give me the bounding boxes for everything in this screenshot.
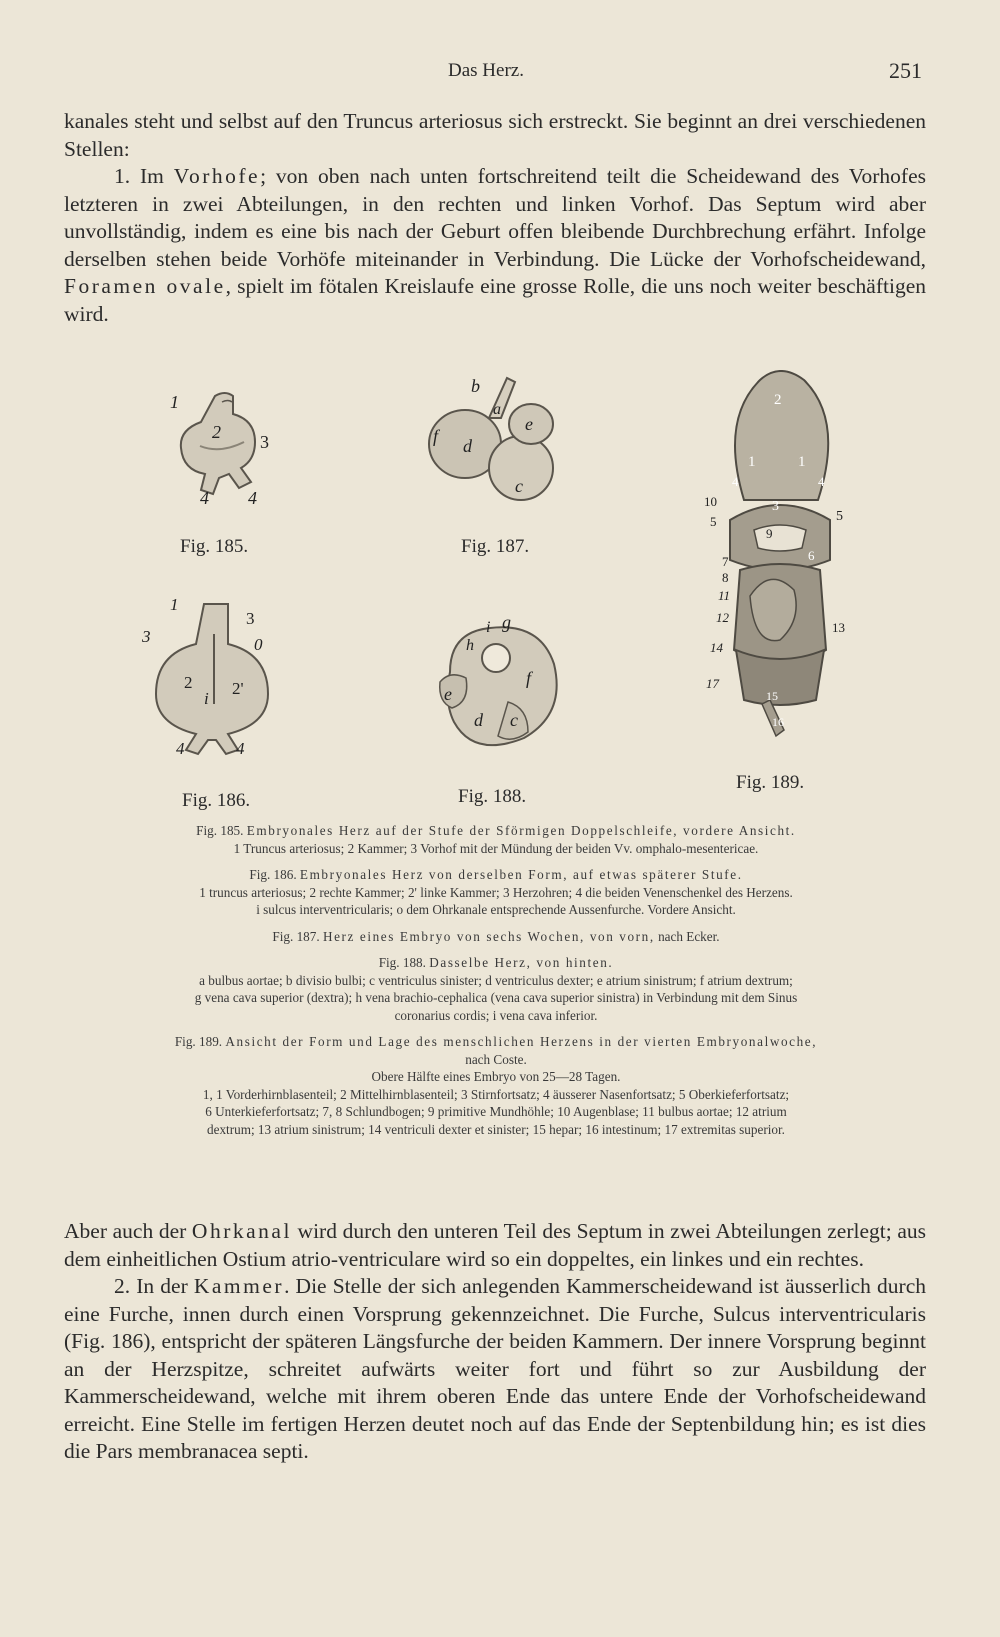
- figure-188-illustration: [430, 612, 570, 762]
- figure-189: [700, 370, 860, 793]
- caption-188-heading: Dasselbe Herz, von hinten.: [429, 955, 614, 970]
- fig-189-mark-11: 11: [718, 588, 731, 603]
- fig-186-mark-1: 1: [170, 595, 179, 614]
- figure-185-label: Fig. 185.: [180, 536, 249, 557]
- fig-189-mark-4b: 4: [818, 474, 825, 489]
- figure-189-illustration: [700, 370, 860, 760]
- figure-186: [142, 594, 292, 811]
- caption-189-heading: Ansicht der Form und Lage des menschlichen Herzens in der vierten Embryonalwoche,: [225, 1034, 818, 1049]
- fig-189-mark-7: 7: [722, 554, 729, 569]
- fig-185-mark-4b: 4: [248, 488, 257, 508]
- ohrkanal-paragraph: [64, 1218, 926, 1273]
- caption-186: [62, 866, 930, 919]
- item-1-paragraph: [64, 163, 926, 328]
- item-1-lead: 1. Im: [114, 164, 174, 188]
- caption-185: [62, 822, 930, 857]
- fig-189-mark-17: 17: [706, 676, 719, 691]
- figure-189-label: Fig. 189.: [736, 772, 805, 793]
- caption-189-subheading: Obere Hälfte eines Embryo von 25—28 Tagen.: [371, 1069, 621, 1084]
- running-head: [0, 58, 1000, 88]
- figure-captions: [62, 822, 930, 1147]
- caption-186-heading: Embryonales Herz von derselben Form, auf etwas späterer Stufe.: [299, 867, 743, 882]
- bottom-text-block: [64, 1218, 926, 1466]
- caption-187-heading: Herz eines Embryo von sechs Wochen, von vorn,: [322, 928, 655, 944]
- item-1-text-2: , spielt im fötalen Kreislaufe eine grosse Rolle, die uns noch weiter beschäftigen wird.: [64, 274, 926, 326]
- fig-189-mark-3: 3: [772, 499, 779, 514]
- fig-185-mark-3: 3: [260, 432, 269, 452]
- fig-189-mark-16: 16: [772, 715, 784, 729]
- caption-189-text-1: 1, 1 Vorderhirnblasenteil; 2 Mittelhirnblasenteil; 3 Stirnfortsatz; 4 äusserer Nasenfortsatz; 5 Oberkieferfortsatz;: [202, 1086, 790, 1102]
- para2-term: Ohrkanal: [191, 1219, 292, 1243]
- page-number: 251: [889, 58, 922, 83]
- caption-187: [62, 928, 930, 946]
- figure-187-label: Fig. 187.: [461, 536, 530, 557]
- figure-186-label: Fig. 186.: [182, 790, 251, 811]
- caption-189-text-2: 6 Unterkieferfortsatz; 7, 8 Schlundbogen; 9 primitive Mundhöhle; 10 Augenblase; 11 bulbus aortae; 12 atrium: [205, 1104, 787, 1119]
- top-text-block: [64, 108, 926, 328]
- fig-187-mark-a: a: [493, 401, 501, 418]
- fig-189-mark-10: 10: [704, 494, 717, 509]
- caption-188-text-2: g vena cava superior (dextra); h vena brachio-cephalica (vena cava superior sinistra) in Verbindung mit dem Sinus: [194, 990, 798, 1005]
- fig-185-mark-2: 2: [212, 422, 221, 442]
- caption-189: [62, 1033, 930, 1138]
- fig-186-mark-4a: 4: [176, 739, 185, 758]
- figure-187: [415, 372, 565, 557]
- figure-188: [430, 612, 570, 807]
- figure-185-illustration: [160, 376, 300, 516]
- caption-188-text-3: coronarius cordis; i vena cava inferior.: [394, 1007, 598, 1023]
- fig-189-mark-15: 15: [766, 689, 778, 703]
- item-1-term-2: Foramen ovale: [64, 274, 226, 298]
- item-2-paragraph: [64, 1273, 926, 1466]
- item-2-text: . Die Stelle der sich anlegenden Kammerscheidewand ist äusserlich durch eine Furche, innen durch einen Vorsprung gekennzeichnet. Die Furche, Sulcus interventricularis (Fig. 186), entspricht der späteren Längsfurche der beiden Kammern. Der innere Vorsprung beginnt an der Herzspitze, schreitet aufwärts weiter fort und führt so zur Ausbildung der Kammerscheidewand, welche mit ihrem oberen Ende das untere Ende der Vorhofscheidewand erreicht. Eine Stelle im fertigen Herzen deutet noch auf das Ende der Septenbildung hin; es ist dies die Pars membranacea septi.: [64, 1274, 926, 1463]
- fig-189-mark-14: 14: [710, 640, 723, 655]
- item-1-text: ; von oben nach unten fortschreitend teilt die Scheidewand des Vorhofes letzteren in zwei Abteilungen, in den rechten und linken Vorhof. Das Septum wird aber unvollständig, indem es eine bis nach der Geburt offen bleibende Durchbrechung erfährt. Infolge derselben stehen beide Vorhöfe miteinander in Verbindung. Die Lücke der Vorhofscheidewand,: [64, 164, 926, 271]
- fig-186-mark-3b: 3: [246, 609, 255, 628]
- figure-187-illustration: [415, 372, 565, 522]
- fig-187-mark-c: c: [515, 476, 523, 496]
- fig-187-mark-b: b: [471, 376, 480, 396]
- fig-189-mark-1b: 1: [798, 454, 806, 470]
- item-1-term: Vorhofe: [173, 164, 261, 188]
- item-2-lead: 2. In der: [114, 1274, 194, 1298]
- fig-187-mark-e: e: [525, 414, 533, 434]
- intro-paragraph: kanales steht und selbst auf den Truncus arteriosus sich erstreckt. Sie beginnt an drei verschiedenen Stellen:: [64, 109, 926, 161]
- fig-185-mark-1: 1: [170, 392, 179, 412]
- figure-186-illustration: [142, 594, 292, 764]
- fig-189-mark-8: 8: [722, 570, 729, 585]
- fig-189-mark-4a: 4: [732, 474, 739, 489]
- fig-189-mark-5b: 5: [836, 509, 843, 524]
- para2-text: wird durch den unteren Teil des Septum in zwei Abteilungen zerlegt; aus dem einheitlichen Ostium atrio-ventriculare wird so ein doppeltes, ein linkes und ein rechtes.: [64, 1219, 926, 1271]
- fig-186-mark-3a: 3: [142, 627, 151, 646]
- caption-186-text-1: 1 truncus arteriosus; 2 rechte Kammer; 2' linke Kammer; 3 Herzohren; 4 die beiden Venenschenkel des Herzens.: [199, 884, 793, 900]
- fig-188-mark-e: e: [444, 684, 452, 704]
- fig-186-mark-2-prime: 2': [232, 679, 244, 698]
- figure-188-label: Fig. 188.: [458, 786, 527, 807]
- running-title: Das Herz.: [448, 60, 524, 81]
- fig-188-mark-h: h: [466, 637, 474, 654]
- fig-186-mark-i: i: [204, 689, 209, 708]
- fig-189-mark-12: 12: [716, 610, 729, 625]
- para2-lead: Aber auch der: [64, 1219, 192, 1243]
- caption-188: [62, 954, 930, 1024]
- caption-187-number: Fig. 187.: [272, 928, 320, 944]
- fig-186-mark-2: 2: [184, 673, 193, 692]
- fig-189-mark-13: 13: [832, 620, 845, 635]
- fig-188-mark-f: f: [526, 668, 532, 688]
- fig-189-mark-2: 2: [774, 392, 782, 408]
- fig-189-mark-9: 9: [766, 526, 773, 541]
- fig-187-mark-f: f: [433, 426, 439, 446]
- fig-187-mark-d: d: [463, 436, 472, 456]
- caption-185-heading: Embryonales Herz auf der Stufe der Sförmigen Doppelschleife, vordere Ansicht.: [246, 823, 796, 838]
- caption-185-number: Fig. 185.: [196, 823, 244, 838]
- caption-186-text-2: i sulcus interventricularis; o dem Ohrkanale entsprechende Aussenfurche. Vordere Ansicht.: [256, 902, 736, 917]
- fig-185-mark-4a: 4: [200, 488, 209, 508]
- item-2-term: Kammer: [193, 1274, 285, 1298]
- caption-188-text-1: a bulbus aortae; b divisio bulbi; c ventriculus sinister; d ventriculus dexter; e atrium sinistrum; f atrium dextrum;: [199, 972, 793, 988]
- caption-186-number: Fig. 186.: [249, 867, 297, 882]
- fig-188-mark-i: i: [486, 619, 491, 636]
- caption-189-text-3: dextrum; 13 atrium sinistrum; 14 ventriculi dexter et sinister; 15 hepar; 16 intestinum; 17 extremitas superior.: [207, 1121, 785, 1137]
- caption-189-heading-2: nach Coste.: [465, 1051, 527, 1067]
- figure-185: [160, 376, 300, 557]
- caption-189-number: Fig. 189.: [174, 1034, 223, 1049]
- fig-189-mark-6: 6: [808, 548, 815, 563]
- fig-188-mark-c: c: [510, 710, 518, 730]
- caption-188-number: Fig. 188.: [378, 955, 426, 970]
- fig-189-mark-1a: 1: [748, 454, 756, 470]
- caption-185-text: 1 Truncus arteriosus; 2 Kammer; 3 Vorhof mit der Mündung der beiden Vv. omphalo-mesentericae.: [233, 840, 759, 856]
- fig-186-mark-4b: 4: [236, 739, 245, 758]
- fig-189-mark-5a: 5: [710, 514, 717, 529]
- fig-188-mark-g: g: [502, 612, 511, 632]
- caption-187-tail: nach Ecker.: [658, 928, 720, 944]
- fig-188-mark-d: d: [474, 710, 483, 730]
- fig-186-mark-o: 0: [254, 635, 263, 654]
